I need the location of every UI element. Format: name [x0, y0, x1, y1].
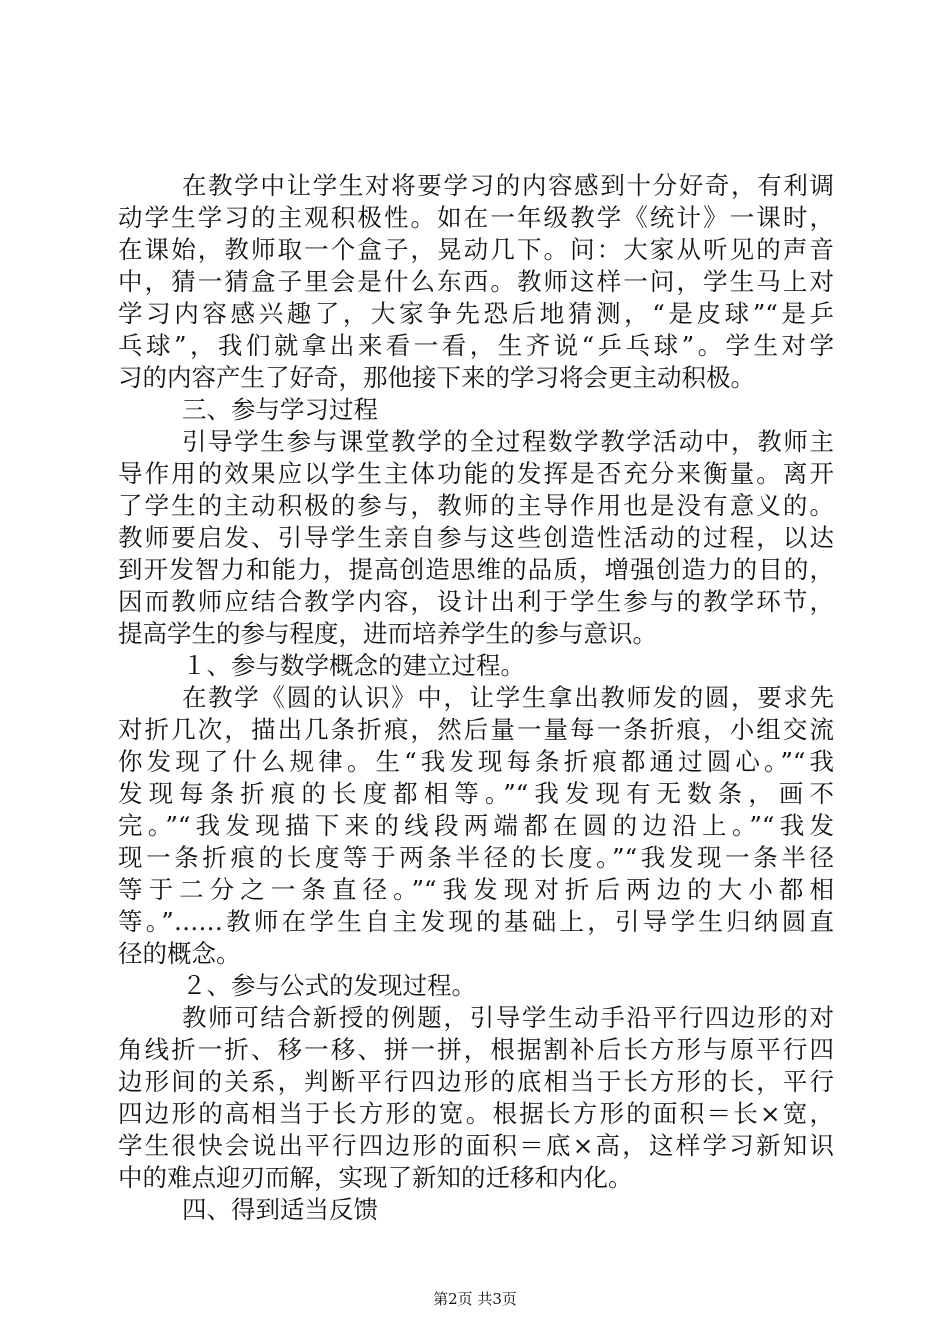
- text-line: 动学生学习的主观积极性。如在一年级教学《统计》一课时，: [118, 203, 834, 232]
- text-line: 教师可结合新授的例题，引导学生动手沿平行四边形的对: [182, 1003, 834, 1032]
- text-line: 学习内容感兴趣了，大家争先恐后地猜测，“是皮球”“是乒: [118, 299, 834, 328]
- text-line: 你发现了什么规律。生“我发现每条折痕都通过圆心。”“我: [118, 747, 834, 776]
- body-paragraph: [118, 1002, 834, 1194]
- text-line: 提高学生的参与程度，进而培养学生的参与意识。: [118, 619, 657, 648]
- text-line: 教师要启发、引导学生亲自参与这些创造性活动的过程，以达: [118, 523, 834, 552]
- body-paragraph: [118, 170, 834, 394]
- section-heading: [118, 1194, 834, 1226]
- body-paragraph: [118, 426, 834, 650]
- text-line: 导作用的效果应以学生主体功能的发挥是否充分来衡量。离开: [118, 459, 834, 488]
- text-line: 乓球”，我们就拿出来看一看，生齐说“乒乓球”。学生对学: [118, 331, 834, 360]
- text-line: 三、参与学习过程: [182, 395, 378, 424]
- document-body: [118, 170, 834, 1226]
- text-line: 发现每条折痕的长度都相等。”“我发现有无数条，画不: [118, 779, 834, 808]
- text-line: １、参与数学概念的建立过程。: [182, 651, 525, 680]
- text-line: 径的概念。: [118, 939, 241, 968]
- text-line: 角线折一折、移一移、拼一拼，根据割补后长方形与原平行四: [118, 1035, 834, 1064]
- text-line: 学生很快会说出平行四边形的面积＝底×高，这样学习新知识: [118, 1131, 834, 1160]
- page-number: 第2页 共3页: [433, 1290, 517, 1308]
- text-line: 因而教师应结合教学内容，设计出利于学生参与的教学环节，: [118, 587, 834, 616]
- text-line: 习的内容产生了好奇，那他接下来的学习将会更主动积极。: [118, 363, 755, 392]
- text-line: 在教学《圆的认识》中，让学生拿出教师发的圆，要求先: [182, 683, 834, 712]
- text-line: 现一条折痕的长度等于两条半径的长度。”“我发现一条半径: [118, 843, 834, 872]
- text-line: ２、参与公式的发现过程。: [182, 971, 476, 1000]
- text-line: 中，猜一猜盒子里会是什么东西。教师这样一问，学生马上对: [118, 267, 834, 296]
- section-heading: [118, 650, 834, 682]
- text-line: 边形间的关系，判断平行四边形的底相当于长方形的长，平行: [118, 1067, 834, 1096]
- text-line: 中的难点迎刃而解，实现了新知的迁移和内化。: [118, 1163, 633, 1192]
- text-line: 了学生的主动积极的参与，教师的主导作用也是没有意义的。: [118, 491, 834, 520]
- text-line: 完。”“我发现描下来的线段两端都在圆的边沿上。”“我发: [118, 811, 834, 840]
- body-paragraph: [118, 682, 834, 970]
- text-line: 到开发智力和能力，提高创造思维的品质，增强创造力的目的，: [118, 555, 834, 584]
- text-line: 引导学生参与课堂教学的全过程数学教学活动中，教师主: [182, 427, 834, 456]
- text-line: 在课始，教师取一个盒子，晃动几下。问：大家从听见的声音: [118, 235, 834, 264]
- text-line: 等于二分之一条直径。”“我发现对折后两边的大小都相: [118, 875, 834, 904]
- text-line: 四、得到适当反馈: [182, 1195, 378, 1224]
- text-line: 在教学中让学生对将要学习的内容感到十分好奇，有利调: [182, 171, 834, 200]
- page-footer: [0, 1288, 950, 1309]
- text-line: 四边形的高相当于长方形的宽。根据长方形的面积＝长×宽，: [118, 1099, 834, 1128]
- text-line: 等。”……教师在学生自主发现的基础上，引导学生归纳圆直: [118, 907, 834, 936]
- text-line: 对折几次，描出几条折痕，然后量一量每一条折痕，小组交流: [118, 715, 834, 744]
- section-heading: [118, 970, 834, 1002]
- section-heading: [118, 394, 834, 426]
